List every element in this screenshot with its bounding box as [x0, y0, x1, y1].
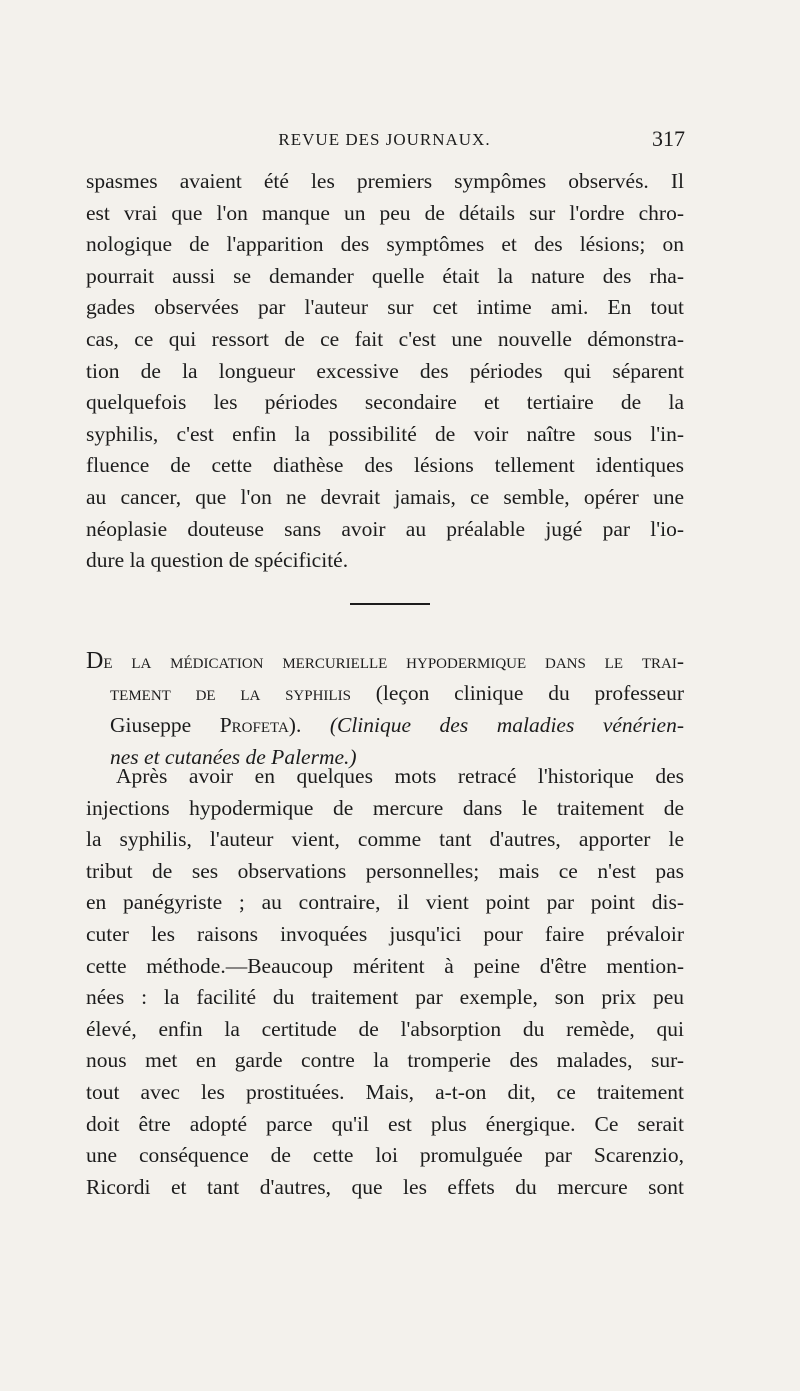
heading-initial: D: [86, 648, 104, 674]
text-line: cette méthode.—Beaucoup méritent à peine d'être mention-: [86, 953, 684, 978]
heading-source: nes et cutanées de Palerme.): [110, 745, 357, 769]
heading-title-text: e la médication mercurielle hypodermique dans le trai-: [103, 649, 684, 673]
heading-title-text: tement de la syphilis: [110, 681, 351, 705]
running-head: [84, 126, 685, 156]
text-line: Après avoir en quelques mots retracé l'historique des: [116, 764, 684, 788]
text-line: nologique de l'apparition des symptômes et des lésions; on: [86, 232, 684, 257]
text-line: nous met en garde contre la tromperie des malades, sur-: [86, 1048, 684, 1073]
running-head-title: REVUE DES JOURNAUX.: [278, 130, 491, 149]
text-line: tion de la longueur excessive des périodes qui séparent: [86, 358, 684, 383]
heading-line: [86, 709, 684, 741]
text-line: gades observées par l'auteur sur cet intime ami. En tout: [86, 295, 684, 320]
heading-line: [86, 677, 684, 709]
text-line: élevé, enfin la certitude de l'absorption du remède, qui: [86, 1016, 684, 1041]
text-line: tribut de ses observations personnelles; mais ce n'est pas: [86, 858, 684, 883]
text-line: quelquefois les périodes secondaire et tertiaire de la: [86, 390, 684, 415]
text-line: doit être adopté parce qu'il est plus énergique. Ce serait: [86, 1111, 684, 1136]
text-line: spasmes avaient été les premiers sympômes observés. Il: [86, 169, 684, 193]
heading-author-firstname: Giuseppe: [110, 713, 220, 737]
section-divider: [350, 603, 430, 605]
text-line: injections hypodermique de mercure dans le traitement de: [86, 795, 684, 820]
text-line: cas, ce qui ressort de ce fait c'est une nouvelle démonstra-: [86, 326, 684, 351]
heading-punct: ).: [288, 713, 330, 737]
text-line: néoplasie douteuse sans avoir au préalable jugé par l'io-: [86, 516, 684, 541]
heading-author-surname: Profeta: [219, 713, 289, 737]
text-line: tout avec les prostituées. Mais, a-t-on dit, ce traitement: [86, 1079, 684, 1104]
paragraph-continuation: [86, 166, 684, 577]
page-number: 317: [652, 126, 685, 151]
text-line: fluence de cette diathèse des lésions tellement identiques: [86, 453, 684, 478]
text-line: au cancer, que l'on ne devrait jamais, ce semble, opérer une: [86, 484, 684, 509]
text-line: pourrait aussi se demander quelle était la nature des rha-: [86, 263, 684, 288]
text-line: nées : la facilité du traitement par exemple, son prix peu: [86, 985, 684, 1010]
text-line: syphilis, c'est enfin la possibilité de voir naître sous l'in-: [86, 421, 684, 446]
text-line: la syphilis, l'auteur vient, comme tant d'autres, apporter le: [86, 827, 684, 852]
text-line: une conséquence de cette loi promulguée par Scarenzio,: [86, 1143, 684, 1168]
text-line: est vrai que l'on manque un peu de détails sur l'ordre chro-: [86, 200, 684, 225]
heading-subtitle-text: (leçon clinique du professeur: [350, 681, 684, 705]
heading-source: (Clinique des maladies vénérien-: [329, 713, 684, 737]
text-line: dure la question de spécificité.: [86, 548, 349, 573]
text-line: Ricordi et tant d'autres, que les effets du mercure sont: [86, 1174, 684, 1199]
article-heading: [86, 645, 684, 773]
text-line: en panégyriste ; au contraire, il vient point par point dis-: [86, 890, 684, 915]
paragraph-body: [86, 761, 684, 1203]
heading-line: [86, 645, 684, 677]
text-line: cuter les raisons invoquées jusqu'ici pour faire prévaloir: [86, 921, 684, 946]
